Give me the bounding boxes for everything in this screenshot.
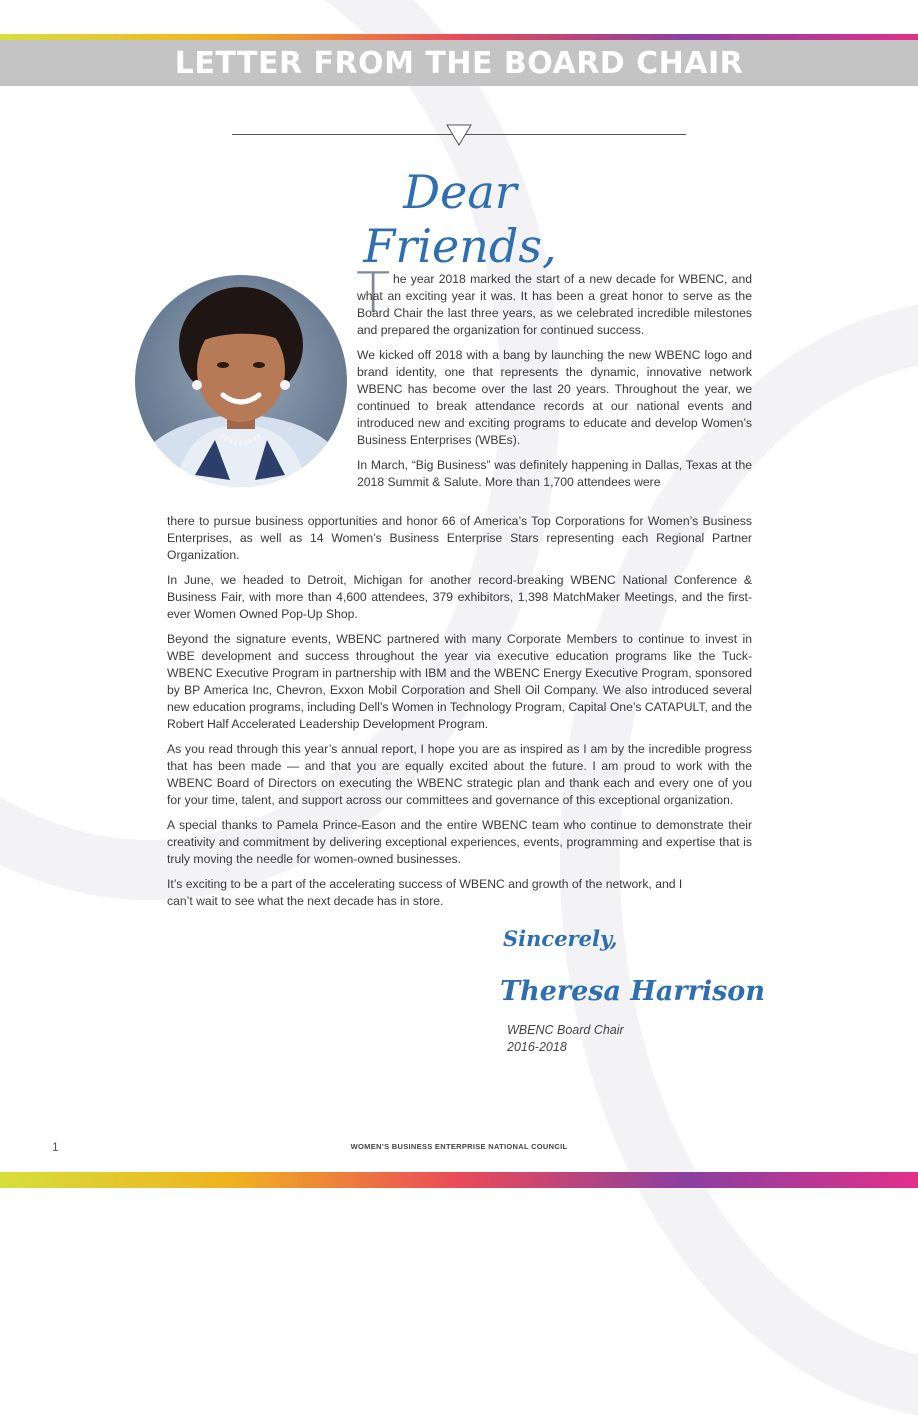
paragraph-3-start: In March, “Big Business” was definitely happening in Dallas, Texas at the 2018 Summit & Salute. More than 1,700 attendees were	[357, 458, 752, 489]
paragraph-8-start: It’s exciting to be a part of the accelerating success of WBENC and growth of the network, and I	[167, 877, 683, 891]
signer-role: WBENC Board Chair	[507, 1023, 624, 1037]
paragraph-1-text: he year 2018 marked the start of a new decade for WBENC, and what an exciting year it was. It has been a great honor to serve as the Board Chair the last three years, as we celebrated incredible milestones and prepared the organization for continued success.	[357, 272, 752, 337]
closing: Sincerely,	[503, 926, 618, 951]
portrait-photo	[135, 275, 347, 487]
paragraph-8-end: can’t wait to see what the next decade has in store.	[167, 894, 444, 908]
signer-title	[507, 1022, 624, 1056]
footer-organization: WOMEN’S BUSINESS ENTERPRISE NATIONAL COUNCIL	[350, 1142, 568, 1151]
paragraph-1	[357, 271, 752, 339]
greeting: Dear Friends,	[363, 165, 557, 273]
portrait-illustration	[135, 275, 347, 487]
paragraph-6: As you read through this year’s annual report, I hope you are as inspired as I am by the incredible progress that has been made — and that you are equally excited about the future. I am proud to work with the WBENC Board of Directors on executing the WBENC strategic plan and thank each and every one of you for your time, talent, and support across our committees and governance of this exceptional organization.	[167, 742, 752, 807]
bottom-gradient-bar	[0, 1172, 918, 1188]
drop-cap: T	[356, 261, 391, 326]
triangle-divider-icon	[446, 124, 472, 146]
paragraph-2: We kicked off 2018 with a bang by launching the new WBENC logo and brand identity, one that represents the dynamic, innovative network WBENC has become over the last 20 years. Throughout the year, we continued to break attendance records at our national events and introduced new and exciting programs to educate and develop Women’s Business Enterprises (WBEs).	[357, 348, 752, 447]
page-title: LETTER FROM THE BOARD CHAIR	[174, 46, 744, 81]
paragraph-5: Beyond the signature events, WBENC partnered with many Corporate Members to continue to invest in WBE development and success throughout the year via executive education programs like the Tuck-WBENC Executive Program in partnership with IBM and the WBENC Energy Executive Program, sponsored by BP America Inc, Chevron, Exxon Mobil Corporation and Shell Oil Company. We also introduced several new education programs, including Dell’s Women in Technology Program, Capital One’s CATAPULT, and the Robert Half Accelerated Leadership Development Program.	[167, 632, 752, 731]
letter-body-upper	[357, 271, 752, 491]
paragraph-3-end: there to pursue business opportunities and honor 66 of America’s Top Corporations for Women’s Business Enterprises, as well as 14 Women’s Business Enterprise Stars representing each Regional Partner Organization.	[167, 514, 752, 562]
signature: Theresa Harrison	[500, 976, 765, 1007]
paragraph-7: A special thanks to Pamela Prince-Eason and the entire WBENC team who continue to demonstrate their creativity and commitment by delivering exceptional experiences, events, programming and expertise that is truly moving the needle for women-owned businesses.	[167, 818, 752, 866]
signer-years: 2016-2018	[507, 1040, 567, 1054]
paragraph-4: In June, we headed to Detroit, Michigan for another record-breaking WBENC National Conference & Business Fair, with more than 4,600 attendees, 379 exhibitors, 1,398 MatchMaker Meetings, and the first-ever Women Owned Pop-Up Shop.	[167, 573, 752, 621]
page-number: 1	[52, 1140, 59, 1154]
letter-body-lower	[167, 513, 752, 910]
